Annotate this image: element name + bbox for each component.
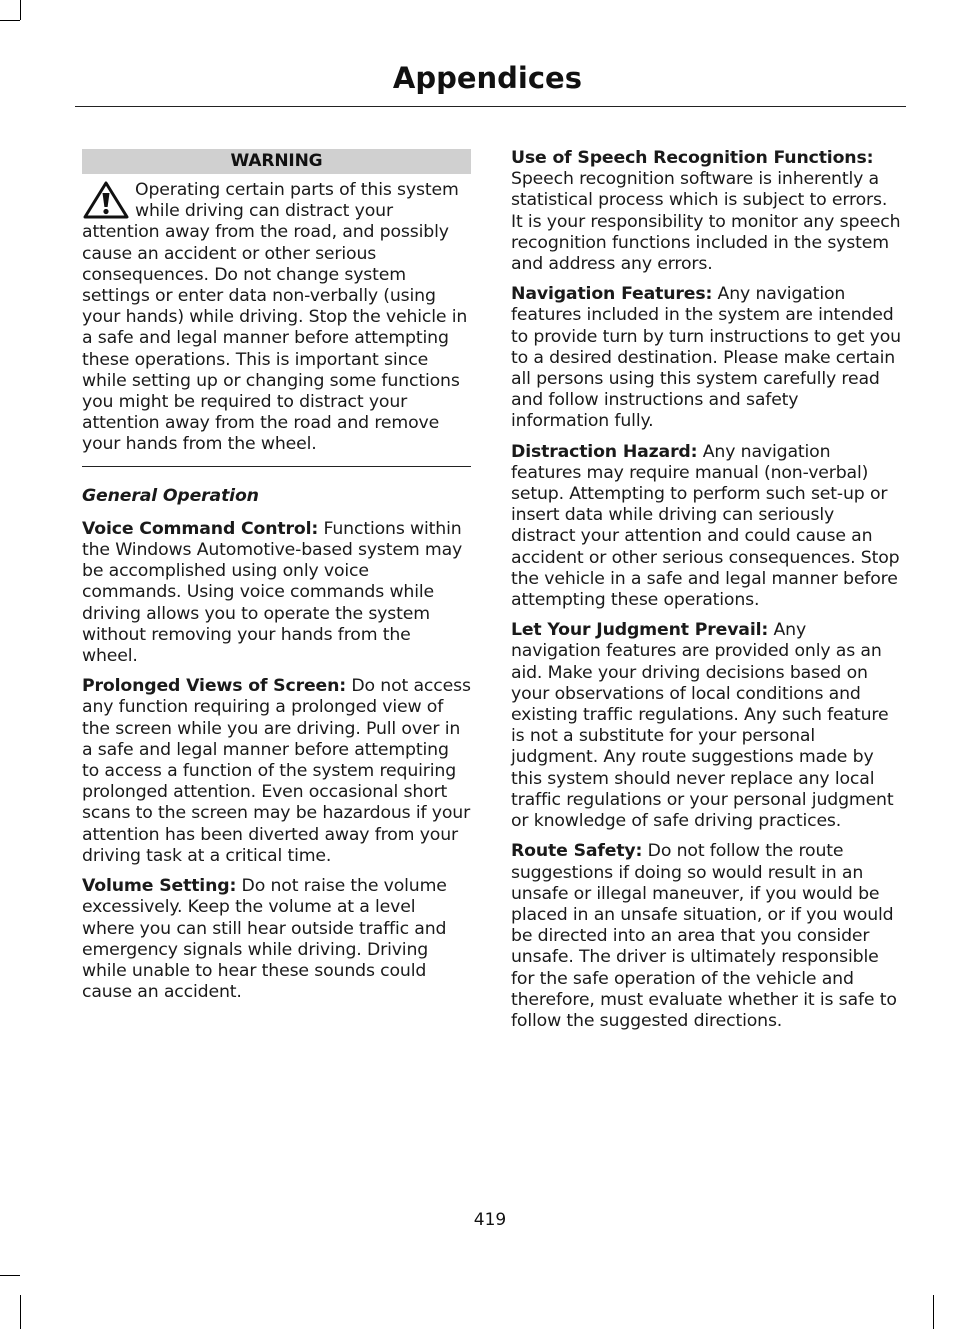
paragraph-term: Let Your Judgment Prevail: — [511, 620, 769, 641]
warning-box — [82, 180, 471, 456]
paragraph-text: Do not raise the volume excessively. Keep the volume at a level where you can still hear outside traffic and emergency signals while driving. Driving while unable to hear these sounds could cause an accident. — [82, 876, 447, 1003]
paragraph-text: Do not follow the route suggestions if doing so would result in an unsafe or illegal maneuver, if you would be placed in an unsafe situation, or if you would be directed into an area that you consider unsafe. The driver is ultimately responsible for the safe operation of the vehicle and therefore, must evaluate whether it is safe to follow the suggested directions. — [511, 841, 897, 1031]
title-divider — [75, 106, 906, 107]
paragraph-distraction-hazard — [511, 442, 901, 612]
crop-mark-bottom-right-vertical — [933, 1295, 934, 1329]
left-column — [82, 148, 471, 1012]
warning-text: Operating certain parts of this system while driving can distract your attention away from the road, and possibly cause an accident or other serious consequences. Do not change system settings or enter data non-verbally (using your hands) while driving. Stop the vehicle in a safe and legal manner before attempting these operations. This is important since while setting up or changing some functions you might be required to distract your attention away from the road and remove your hands from the wheel. — [82, 180, 468, 455]
warning-divider — [82, 466, 471, 467]
warning-triangle-icon — [82, 180, 130, 220]
paragraph-text: Speech recognition software is inherently a statistical process which is subject to errors. It is your responsibility to monitor any speech recognition functions included in the system and address any errors. — [511, 169, 901, 275]
paragraph-term: Volume Setting: — [82, 876, 237, 897]
paragraph-prolonged-views — [82, 676, 471, 867]
section-heading: General Operation — [82, 485, 259, 506]
crop-mark-bottom-left-horizontal — [0, 1275, 20, 1276]
crop-mark-top-left-horizontal — [0, 20, 20, 21]
paragraph-text: Any navigation features are provided only as an aid. Make your driving decisions based on your observations of local conditions and existing traffic regulations. Any such feature is not a substitute for your personal judgment. Any route suggestions made by this system should never replace any local traffic regulations or your personal judgment or knowledge of safe driving practices. — [511, 620, 894, 832]
paragraph-text: Any navigation features included in the system are intended to provide turn by turn instructions to get you to a desired destination. Please make certain all persons using this system carefully read and follow instructions and safety information fully. — [511, 284, 901, 432]
crop-mark-bottom-left-vertical — [20, 1295, 21, 1329]
paragraph-term: Voice Command Control: — [82, 518, 319, 539]
paragraph-term: Route Safety: — [511, 841, 643, 862]
paragraph-speech-recognition — [511, 148, 901, 275]
paragraph-navigation-features — [511, 284, 901, 432]
crop-mark-top-left-vertical — [20, 0, 21, 20]
warning-heading: WARNING — [82, 149, 471, 174]
paragraph-text: Do not access any function requiring a prolonged view of the screen while you are driving. Pull over in a safe and legal manner before attempting to access a function of the system requiring prolonged attention. Even occasional short scans to the screen may be hazardous if your attention has been diverted away from your driving task at a critical time. — [82, 676, 471, 866]
paragraph-volume-setting — [82, 876, 471, 1003]
paragraph-voice-command-control — [82, 519, 471, 667]
paragraph-route-safety — [511, 841, 901, 1032]
page-title: Appendices — [392, 61, 582, 95]
paragraph-judgment-prevail — [511, 620, 901, 832]
paragraph-term: Distraction Hazard: — [511, 441, 698, 462]
paragraph-term: Prolonged Views of Screen: — [82, 676, 346, 697]
paragraph-text: Functions within the Windows Automotive-based system may be accomplished using only voice commands. Using voice commands while driving allows you to operate the system without removing your hands from the wheel. — [82, 518, 463, 667]
page-number: 419 — [473, 1210, 507, 1230]
paragraph-term: Navigation Features: — [511, 284, 713, 305]
right-column — [511, 148, 901, 1041]
paragraph-term: Use of Speech Recognition Functions: — [511, 148, 874, 168]
paragraph-text: Any navigation features may require manual (non-verbal) setup. Attempting to perform such set-up or insert data while driving can seriously distract your attention and could cause an accident or other serious consequences. Stop the vehicle in a safe and legal manner before attempting these operations. — [511, 441, 900, 611]
